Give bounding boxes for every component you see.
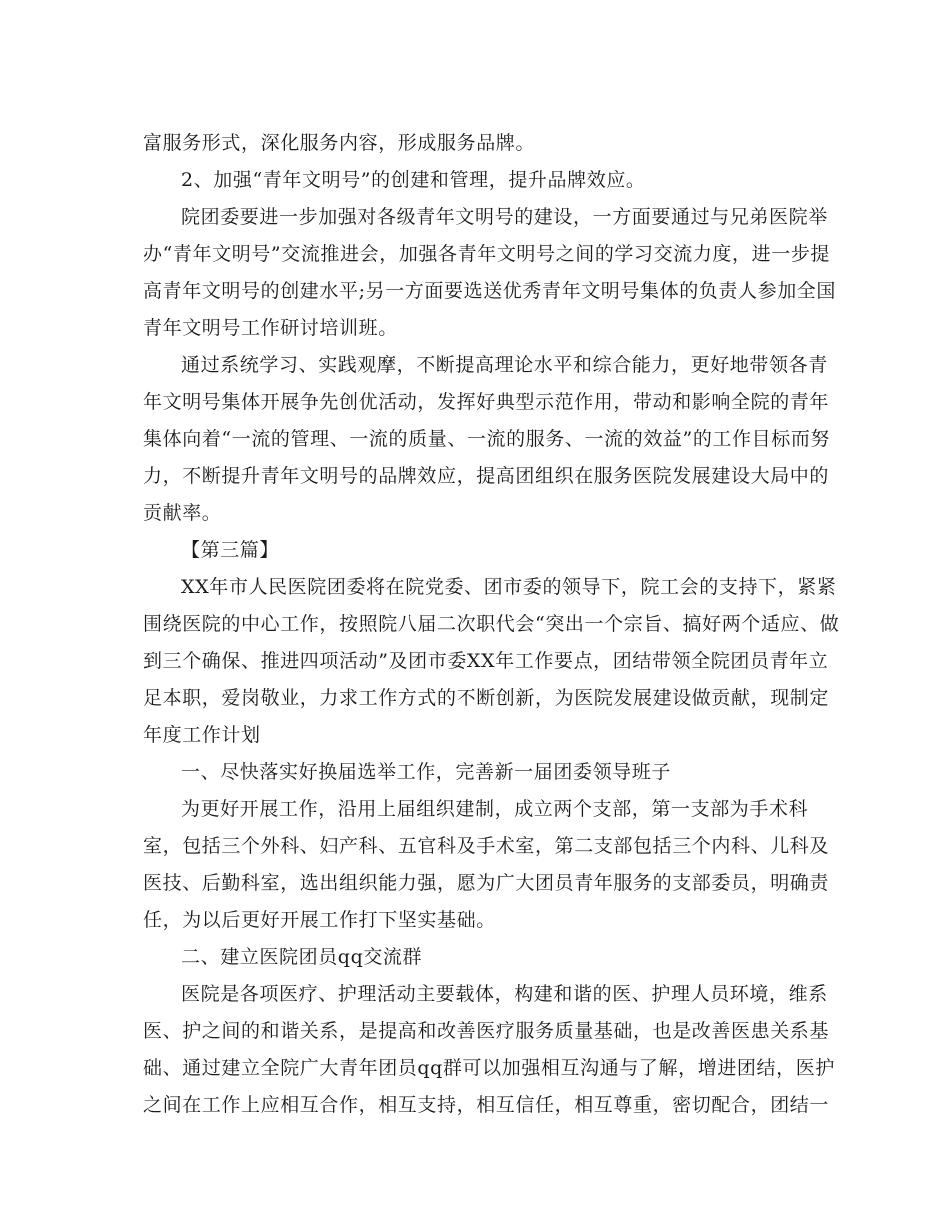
text-line: 之间在工作上应相互合作，相互支持，相互信任，相互尊重，密切配合，团结一	[143, 1094, 830, 1116]
text-line: 贡献率。	[143, 502, 222, 524]
text-line: 集体向着“一流的管理、一流的质量、一流的服务、一流的效益”的工作目标而努	[143, 428, 831, 450]
text-line: 二、建立医院团员qq交流群	[181, 946, 423, 968]
text-line: 年度工作计划	[143, 724, 261, 746]
text-line: 力，不断提升青年文明号的品牌效应，提高团组织在服务医院发展建设大局中的	[143, 465, 830, 487]
text-line: 足本职，爱岗敬业，力求工作方式的不断创新，为医院发展建设做贡献，现制定	[143, 687, 830, 709]
text-line: 富服务形式，深化服务内容，形成服务品牌。	[143, 132, 536, 154]
text-line: 室，包括三个外科、妇产科、五官科及手术室，第二支部包括三个内科、儿科及	[143, 835, 830, 857]
text-line: 围绕医院的中心工作，按照院八届二次职代会“突出一个宗旨、搞好两个适应、做	[143, 613, 840, 635]
text-line: 医、护之间的和谐关系，是提高和改善医疗服务质量基础，也是改善医患关系基	[143, 1020, 830, 1042]
text-line: XX年市人民医院团委将在院党委、团市委的领导下，院工会的支持下，紧紧	[181, 576, 837, 598]
text-line: 到三个确保、推进四项活动”及团市委XX年工作要点，团结带领全院团员青年立	[143, 650, 829, 672]
text-line: 办“青年文明号”交流推进会，加强各青年文明号之间的学习交流力度，进一步提	[143, 243, 831, 265]
text-line: 为更好开展工作，沿用上届组织建制，成立两个支部，第一支部为手术科	[181, 798, 809, 820]
text-line: 医技、后勤科室，选出组织能力强，愿为广大团员青年服务的支部委员，明确责	[143, 872, 830, 894]
text-line: 【第三篇】	[181, 539, 280, 561]
text-line: 青年文明号工作研讨培训班。	[143, 317, 398, 339]
text-line: 年文明号集体开展争先创优活动，发挥好典型示范作用，带动和影响全院的青年	[143, 391, 830, 413]
text-line: 一、尽快落实好换届选举工作，完善新一届团委领导班子	[181, 761, 672, 783]
text-line: 础、通过建立全院广大青年团员qq群可以加强相互沟通与了解，增进团结，医护	[143, 1057, 835, 1079]
text-line: 院团委要进一步加强对各级青年文明号的建设，一方面要通过与兄弟医院举	[181, 206, 828, 228]
text-line: 高青年文明号的创建水平;另一方面要选送优秀青年文明号集体的负责人参加全国	[143, 280, 837, 302]
text-line: 通过系统学习、实践观摩，不断提高理论水平和综合能力，更好地带领各青	[181, 354, 828, 376]
text-line: 医院是各项医疗、护理活动主要载体，构建和谐的医、护理人员环境，维系	[181, 983, 828, 1005]
text-line: 2、加强“青年文明号”的创建和管理，提升品牌效应。	[181, 169, 646, 191]
text-line: 任，为以后更好开展工作打下坚实基础。	[143, 909, 496, 931]
